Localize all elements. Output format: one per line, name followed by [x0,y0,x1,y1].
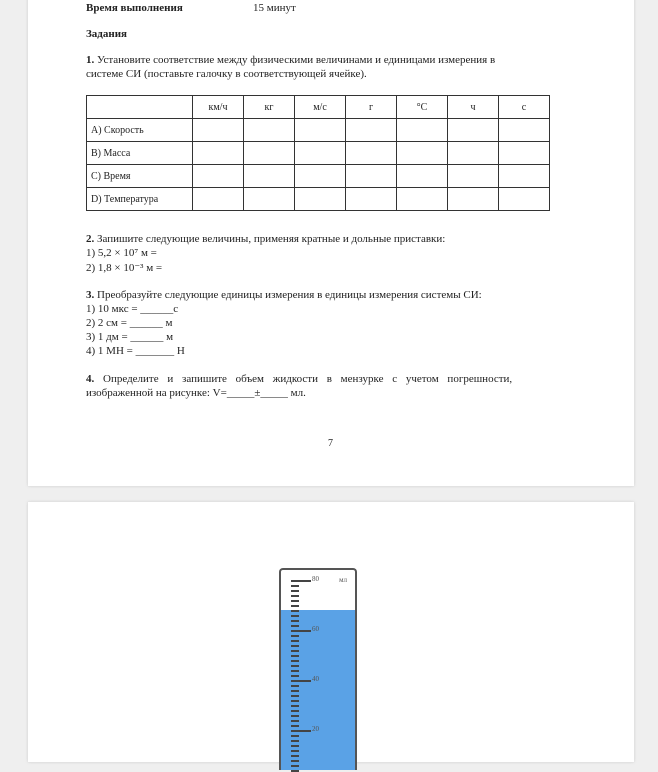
table-row [87,142,550,165]
scale-label: 60 [312,625,319,633]
scale-tick [291,750,299,752]
column-header: с [499,96,550,119]
scale-label: 40 [312,675,319,683]
column-header: ч [448,96,499,119]
unit-label: мл [339,576,347,584]
units-table [86,95,550,211]
answer-cell[interactable] [397,119,448,142]
scale-tick [291,585,299,587]
table-row [87,119,550,142]
scale-tick [291,625,299,627]
scale-tick [291,715,299,717]
answer-cell[interactable] [244,165,295,188]
answer-cell[interactable] [397,165,448,188]
answer-cell[interactable] [499,188,550,211]
scale-tick [291,745,299,747]
scale-label: 80 [312,575,319,583]
scale-tick [291,680,311,682]
scale-tick [291,710,299,712]
column-header: м/с [295,96,346,119]
answer-cell[interactable] [448,188,499,211]
scale-tick [291,760,299,762]
answer-cell[interactable] [346,142,397,165]
scale-tick [291,605,299,607]
table-row [87,188,550,211]
column-header: км/ч [193,96,244,119]
scale-tick [291,615,299,617]
scale-tick [291,705,299,707]
answer-cell[interactable] [346,188,397,211]
column-header: г [346,96,397,119]
answer-cell[interactable] [244,188,295,211]
answer-cell[interactable] [499,142,550,165]
answer-cell[interactable] [193,142,244,165]
task3-item: 2) 2 см = ______ м [86,317,173,329]
scale-tick [291,630,311,632]
answer-cell[interactable] [193,119,244,142]
scale-tick [291,735,299,737]
scale-tick [291,675,299,677]
scale-tick [291,590,299,592]
document-page-1 [28,0,634,486]
page-number: 7 [328,438,333,449]
task1-text: 1. Установите соответствие между физическими величинами и единицами измерения в [86,54,496,66]
section-title: Задания [86,28,127,40]
scale-tick [291,650,299,652]
task2-item: 1) 5,2 × 10⁷ м = [86,247,157,259]
scale-tick [291,730,311,732]
scale-tick [291,660,299,662]
answer-cell[interactable] [346,165,397,188]
time-label: Время выполнения [86,2,183,14]
task3-text: 3. Преобразуйте следующие единицы измерения в единицы измерения системы СИ: [86,289,482,301]
answer-cell[interactable] [295,188,346,211]
scale-tick [291,695,299,697]
measuring-cylinder [279,568,357,770]
scale-tick [291,595,299,597]
task2-item: 2) 1,8 × 10⁻³ м = [86,262,163,274]
document-page-2 [28,502,634,762]
table-row [87,165,550,188]
scale-tick [291,690,299,692]
scale-tick [291,755,299,757]
answer-cell[interactable] [499,119,550,142]
answer-cell[interactable] [346,119,397,142]
task3-item: 1) 10 мкс = ______с [86,303,179,315]
scale-tick [291,645,299,647]
time-value: 15 минут [253,2,296,14]
column-header: кг [244,96,295,119]
answer-cell[interactable] [448,142,499,165]
task1-text2: системе СИ (поставьте галочку в соответствующей ячейке). [86,68,367,80]
scale-tick [291,700,299,702]
answer-cell[interactable] [499,165,550,188]
scale-tick [291,665,299,667]
scale-tick [291,740,299,742]
scale-tick [291,620,299,622]
scale-tick [291,600,299,602]
answer-cell[interactable] [448,119,499,142]
scale-tick [291,770,299,772]
task2-text: 2. Запишите следующие величины, применяя кратные и дольные приставки: [86,233,446,245]
row-label: B) Масса [87,142,193,165]
task4-text2: изображенной на рисунке: V=_____±_____ мл. [86,387,306,399]
task3-item: 3) 1 дм = ______ м [86,331,174,343]
answer-cell[interactable] [193,188,244,211]
answer-cell[interactable] [295,119,346,142]
answer-cell[interactable] [244,119,295,142]
task3-item: 4) 1 МН = _______ Н [86,345,185,357]
answer-cell[interactable] [244,142,295,165]
scale-tick [291,765,299,767]
scale-tick [291,670,299,672]
scale-tick [291,685,299,687]
answer-cell[interactable] [193,165,244,188]
row-label: A) Скорость [87,119,193,142]
answer-cell[interactable] [295,165,346,188]
scale-tick [291,610,299,612]
answer-cell[interactable] [448,165,499,188]
answer-cell[interactable] [295,142,346,165]
scale-tick [291,725,299,727]
row-label: D) Температура [87,188,193,211]
scale-tick [291,655,299,657]
task4-text: 4. Определите и запишите объем жидкости в мензурке с учетом погрешности, [86,373,513,385]
scale-tick [291,635,299,637]
answer-cell[interactable] [397,142,448,165]
scale-label: 20 [312,725,319,733]
answer-cell[interactable] [397,188,448,211]
row-label: C) Время [87,165,193,188]
scale-tick [291,580,311,582]
column-header: °С [397,96,448,119]
scale-tick [291,720,299,722]
scale-tick [291,640,299,642]
